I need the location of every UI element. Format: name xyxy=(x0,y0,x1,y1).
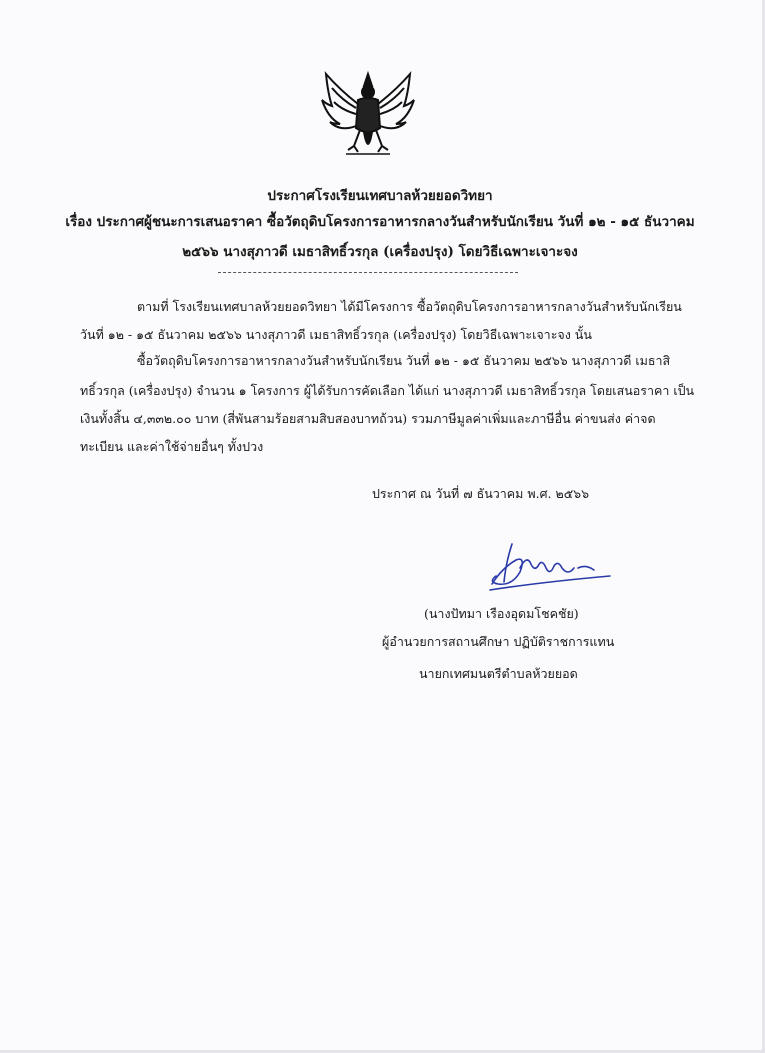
signer-position-1: ผู้อำนวยการสถานศึกษา ปฏิบัติราชการแทน xyxy=(382,634,615,649)
body-line-3: ซื้อวัตถุดิบโครงการอาหารกลางวันสำหรับนักเรียน วันที่ ๑๒ - ๑๕ ธันวาคม ๒๕๖๖ นางสุภาวดี เมธาสิ xyxy=(137,353,671,368)
subject-line-1: เรื่อง ประกาศผู้ชนะการเสนอราคา ซื้อวัตถุดิบโครงการอาหารกลางวันสำหรับนักเรียน วันที่ ๑๒ - ๑๕ ธันวาคม xyxy=(65,214,695,230)
signer-name: (นางปัทมา เรืองอุดมโชคชัย) xyxy=(424,606,579,621)
signer-position-2: นายกเทศมนตรีตำบลห้วยยอด xyxy=(419,666,578,681)
body-line-6: ทะเบียน และค่าใช้จ่ายอื่นๆ ทั้งปวง xyxy=(80,439,264,454)
garuda-emblem-icon xyxy=(320,70,416,160)
body-line-4: ทธิ์วรกุล (เครื่องปรุง) จำนวน ๑ โครงการ ผู้ได้รับการคัดเลือก ได้แก่ นางสุภาวดี เมธาสิทธิ์วรกุล โดยเสนอราคา เป็น xyxy=(80,383,695,398)
body-line-1: ตามที่ โรงเรียนเทศบาลห้วยยอดวิทยา ได้มีโครงการ ซื้อวัตถุดิบโครงการอาหารกลางวันสำหรับนักเรียน xyxy=(137,299,682,314)
divider-line xyxy=(218,272,518,273)
body-line-2: วันที่ ๑๒ - ๑๕ ธันวาคม ๒๕๖๖ นางสุภาวดี เมธาสิทธิ์วรกุล (เครื่องปรุง) โดยวิธีเฉพาะเจาะจง นั้น xyxy=(80,327,592,342)
announcement-title: ประกาศโรงเรียนเทศบาลห้วยยอดวิทยา xyxy=(267,188,493,204)
subject-line-2: ๒๕๖๖ นางสุภาวดี เมธาสิทธิ์วรกุล (เครื่องปรุง) โดยวิธีเฉพาะเจาะจง xyxy=(182,244,578,260)
body-line-5: เงินทั้งสิ้น ๔,๓๓๒.๐๐ บาท (สี่พันสามร้อยสามสิบสองบาทถ้วน) รวมภาษีมูลค่าเพิ่มและภาษีอื่น ค่าขนส่ง ค่าจด xyxy=(80,411,656,426)
handwritten-signature-icon xyxy=(482,538,614,598)
date-line: ประกาศ ณ วันที่ ๗ ธันวาคม พ.ศ. ๒๕๖๖ xyxy=(372,486,590,501)
